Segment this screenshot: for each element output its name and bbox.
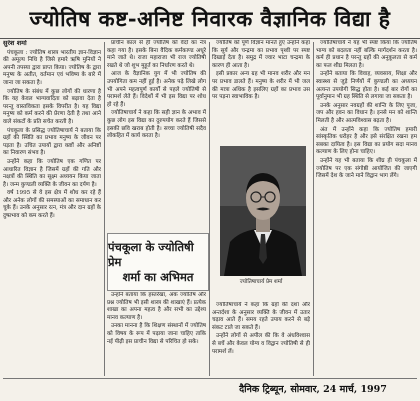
paragraph: ज्योतिष को पूर्ण विज्ञान मानते हुए उन्होंने कहा कि सूर्य और चन्द्रमा का प्रभाव पृथ्वी पर स्पष्ट दिखाई देता है। समुद्र में ज्वार भाटा चन्द्रमा के कारण ही आता है। (212, 40, 310, 69)
paragraph: प्राचीन काल से ही ज्योतिष को वेदों का नेत्र कहा गया है। इसके बिना वैदिक कर्मकाण्ड अधूरे माने जाते थे। राजा महाराजा भी राज ज्योतिषी रखते थे जो शुभ मुहूर्त का निर्धारण करते थे। (107, 40, 206, 69)
pullquote-line-1: पंचकूला के ज्योतिषी प्रेम (108, 239, 194, 269)
portrait-image (220, 146, 306, 276)
paragraph: उन्होंने कहा कि ज्योतिष एक गणित पर आधारित विज्ञान है जिसमें ग्रहों की गति और नक्षत्रों की स्थिति का सूक्ष्म अध्ययन किया जाता है। जन्म कुण्डली व्यक्ति के जीवन का दर्पण है। (3, 158, 101, 188)
paragraph: इसी प्रकार अन्य ग्रह भी मानव शरीर और मन पर प्रभाव डालते हैं। मनुष्य के शरीर में भी जल की मात्रा अधिक है इसलिए ग्रहों का प्रभाव उस पर पड़ना स्वाभाविक है। (212, 71, 310, 101)
pullquote-line-2: शर्मा का अभिमत (122, 269, 194, 284)
portrait-photo (220, 146, 306, 276)
paragraph: पंचकूला : ज्योतिष शास्त्र भारतीय ज्ञान-विज्ञान की अमूल्य निधि है जिसे हमारे ऋषि मुनियों ने अपनी तपस्या द्वारा प्राप्त किया। ज्योतिष के द्वारा मनुष्य के अतीत, वर्तमान एवं भविष्य के बारे में जाना जा सकता है। (3, 49, 101, 86)
paragraph: उन्होंने यह भी बताया कि शीघ्र ही पंचकूला में ज्योतिष पर एक संगोष्ठी आयोजित की जाएगी जिसमें देश के जाने माने विद्वान भाग लेंगे। (316, 157, 417, 180)
paragraph: उन्होंने बताया कि विवाह, व्यवसाय, शिक्षा और स्वास्थ्य से जुड़े निर्णयों में कुण्डली का अध्ययन अत्यन्त उपयोगी सिद्ध होता है। कई बार रोगों का पूर्वानुमान भी ग्रह स्थिति से लगाया जा सकता है। (316, 71, 417, 101)
paragraph: उन्होंने लोगों से अपील की कि वे अंधविश्वास से बचें और केवल योग्य व विद्वान ज्योतिषी से ही परामर्श लें। (212, 333, 310, 355)
paragraph: ज्योतिष के संबंध में कुछ लोगों की धारणा है कि यह केवल भाग्यवादिता को बढ़ावा देता है परन्तु वास्तविकता इसके विपरीत है। यह विद्या मनुष्य को कर्म करने की प्रेरणा देती है तथा आने वाले संकटों के प्रति सचेत करती है। (3, 88, 101, 125)
publication-dateline: दैनिक ट्रिब्यून, सोमवार, 24 मार्च, 1997 (239, 384, 387, 395)
paragraph: उन्होंने बताया कि हस्तरेखा, अंक ज्योतिष और प्रश्न ज्योतिष भी इसी शास्त्र की शाखाएं हैं। प्रत्येक शाखा का अपना महत्व है और सभी का उद्देश्य मानव कल्याण है। (107, 292, 206, 321)
article-column-3-lower (212, 302, 310, 362)
footer-divider (3, 378, 417, 379)
paragraph: वर्ष 1995 से वे इस क्षेत्र में शोध कर रहे हैं और अनेक लोगों की समस्याओं का समाधान कर चुके हैं। उनके अनुसार रत्न, मंत्र और दान ग्रहों के दुष्प्रभाव को कम करते हैं। (3, 190, 101, 220)
column-divider (209, 42, 210, 376)
pullquote-box (107, 233, 209, 291)
column-divider (104, 42, 105, 376)
paragraph: उनके अनुसार नवग्रहों की शान्ति के लिए पूजा, जप और हवन का विधान है। इनसे मन को शान्ति मिलती है और आत्मविश्वास बढ़ता है। (316, 102, 417, 124)
photo-caption: ज्योतिषाचार्य प्रेम शर्मा (239, 279, 283, 285)
article-column-2 (107, 40, 206, 232)
paragraph: उनका मानना है कि शिक्षण संस्थानों में ज्योतिष को विषय के रूप में पढ़ाया जाना चाहिए ताकि नई पीढ़ी इस प्राचीन विद्या से परिचित हो सके। (107, 323, 206, 345)
article-column-3 (212, 40, 310, 142)
paragraph: अंत में उन्होंने कहा कि ज्योतिष हमारी सांस्कृतिक धरोहर है और इसे संरक्षित रखना हम सबका दायित्व है। इस विद्या का प्रयोग सदा मानव कल्याण के लिए होना चाहिए। (316, 126, 417, 156)
paragraph: पंचकूला के प्रसिद्ध ज्योतिषाचार्य ने बताया कि ग्रहों की स्थिति का प्रभाव मनुष्य के जीवन पर पड़ता है। उचित उपायों द्वारा कष्टों और अनिष्टों का निवारण संभव है। (3, 127, 101, 157)
article-column-2-lower (107, 292, 206, 362)
paragraph: ज्योतिषाचार्य ने कहा कि ग्रहों की दशा और अन्तर्दशा के अनुसार व्यक्ति के जीवन में उतार चढ़ाव आते हैं। समय रहते उपाय करने से बड़े संकट टाले जा सकते हैं। (212, 302, 310, 331)
paragraph: आज के वैज्ञानिक युग में भी ज्योतिष की उपयोगिता कम नहीं हुई है। अनेक पढ़े लिखे लोग भी अपने महत्वपूर्ण कार्यों से पहले ज्योतिषी से परामर्श लेते हैं। विदेशों में भी इस विद्या पर शोध हो रहे हैं। (107, 71, 206, 108)
paragraph: ज्योतिषाचार्य ने कहा कि सही ज्ञान के अभाव में कुछ लोग इस विद्या का दुरुपयोग करते हैं जिससे इसकी छवि खराब होती है। सच्चा ज्योतिषी सदैव लोकहित में कार्य करता है। (107, 110, 206, 140)
headline: ज्योतिष कष्ट-अनिष्ट निवारक वैज्ञानिक विद्या है (0, 0, 420, 39)
byline: सुरेश शर्मा (3, 40, 27, 47)
paragraph: ज्योतिषाचार्य ने यह भी स्पष्ट किया कि ज्योतिष भाग्य को बदलता नहीं बल्कि मार्गदर्शन करता है। कर्म ही प्रधान है परन्तु ग्रहों की अनुकूलता से कर्म का फल शीघ्र मिलता है। (316, 40, 417, 69)
article-column-1 (3, 40, 101, 370)
article-column-4 (316, 40, 417, 370)
column-divider (313, 42, 314, 376)
